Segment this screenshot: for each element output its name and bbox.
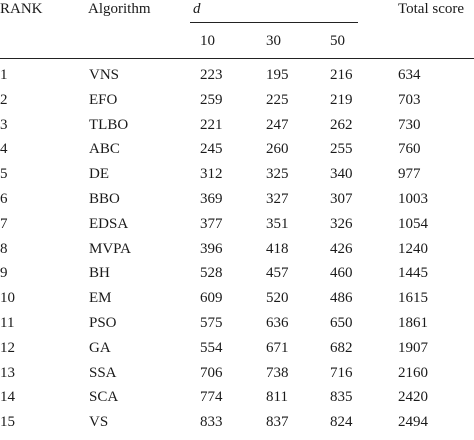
cell-total: 1445 (398, 265, 428, 281)
cell-rank: 1 (0, 67, 8, 83)
cell-d10: 312 (200, 166, 223, 182)
cell-algorithm: BH (89, 265, 110, 281)
cell-d10: 245 (200, 141, 223, 157)
cell-algorithm: MVPA (89, 241, 131, 257)
cell-d30: 671 (266, 340, 289, 356)
cell-d30: 837 (266, 414, 289, 430)
cell-algorithm: EM (89, 290, 112, 306)
cell-d50: 824 (330, 414, 353, 430)
cell-total: 730 (398, 117, 421, 133)
cell-algorithm: EFO (89, 92, 118, 108)
cell-rank: 14 (0, 389, 15, 405)
cell-d10: 774 (200, 389, 223, 405)
cell-rank: 6 (0, 191, 8, 207)
cell-rank: 5 (0, 166, 8, 182)
cell-total: 2160 (398, 365, 428, 381)
cell-total: 2420 (398, 389, 428, 405)
cell-d30: 418 (266, 241, 289, 257)
cell-total: 1615 (398, 290, 428, 306)
header-d-30: 30 (266, 33, 281, 49)
cell-d30: 225 (266, 92, 289, 108)
cell-d50: 262 (330, 117, 353, 133)
cell-algorithm: VNS (89, 67, 120, 83)
cell-d10: 259 (200, 92, 223, 108)
cell-algorithm: EDSA (89, 216, 129, 232)
cell-d50: 219 (330, 92, 353, 108)
cell-algorithm: PSO (89, 315, 117, 331)
cell-d30: 351 (266, 216, 289, 232)
cell-algorithm: VS (89, 414, 109, 430)
cell-d50: 340 (330, 166, 353, 182)
cell-rank: 12 (0, 340, 15, 356)
header-d-10: 10 (200, 33, 215, 49)
header-d-50: 50 (330, 33, 345, 49)
cell-algorithm: DE (89, 166, 109, 182)
cell-d10: 377 (200, 216, 223, 232)
cell-algorithm: TLBO (89, 117, 129, 133)
cell-algorithm: SSA (89, 365, 117, 381)
cell-algorithm: GA (89, 340, 111, 356)
cell-rank: 10 (0, 290, 15, 306)
cell-rank: 3 (0, 117, 8, 133)
cell-algorithm: ABC (89, 141, 120, 157)
cell-d30: 811 (266, 389, 288, 405)
cell-total: 1907 (398, 340, 428, 356)
cell-d10: 528 (200, 265, 223, 281)
cell-algorithm: BBO (89, 191, 120, 207)
cell-d10: 223 (200, 67, 223, 83)
cell-d30: 325 (266, 166, 289, 182)
cell-d50: 650 (330, 315, 353, 331)
header-total-score: Total score (398, 1, 465, 17)
cell-total: 1054 (398, 216, 428, 232)
cell-rank: 15 (0, 414, 15, 430)
cell-d10: 396 (200, 241, 223, 257)
cell-d10: 706 (200, 365, 223, 381)
cell-d10: 575 (200, 315, 223, 331)
cell-d50: 716 (330, 365, 353, 381)
cell-total: 2494 (398, 414, 428, 430)
header-rank: RANK (0, 1, 43, 17)
cell-d50: 216 (330, 67, 353, 83)
cell-d30: 738 (266, 365, 289, 381)
cell-d30: 636 (266, 315, 289, 331)
cell-d30: 327 (266, 191, 289, 207)
cell-d50: 426 (330, 241, 353, 257)
cell-algorithm: SCA (89, 389, 119, 405)
cell-d50: 460 (330, 265, 353, 281)
cell-d50: 326 (330, 216, 353, 232)
cell-rank: 11 (0, 315, 15, 331)
cell-d10: 554 (200, 340, 223, 356)
cell-d50: 835 (330, 389, 353, 405)
cell-total: 977 (398, 166, 421, 182)
cell-d50: 307 (330, 191, 353, 207)
cell-d10: 833 (200, 414, 223, 430)
cell-d50: 255 (330, 141, 353, 157)
cell-d30: 260 (266, 141, 289, 157)
cell-d30: 457 (266, 265, 289, 281)
cell-total: 1240 (398, 241, 428, 257)
cell-rank: 4 (0, 141, 8, 157)
cell-rank: 2 (0, 92, 8, 108)
cell-total: 760 (398, 141, 421, 157)
cell-rank: 7 (0, 216, 8, 232)
cell-d50: 682 (330, 340, 353, 356)
cell-rank: 9 (0, 265, 8, 281)
cell-d30: 247 (266, 117, 289, 133)
header-dimension: d (193, 1, 201, 17)
cell-d30: 520 (266, 290, 289, 306)
header-algorithm: Algorithm (88, 1, 151, 17)
cell-d10: 609 (200, 290, 223, 306)
cell-d30: 195 (266, 67, 289, 83)
cell-d50: 486 (330, 290, 353, 306)
cell-total: 1861 (398, 315, 428, 331)
cell-total: 634 (398, 67, 421, 83)
cell-d10: 369 (200, 191, 223, 207)
cell-rank: 13 (0, 365, 15, 381)
cell-total: 1003 (398, 191, 428, 207)
cell-d10: 221 (200, 117, 223, 133)
cell-total: 703 (398, 92, 421, 108)
cell-rank: 8 (0, 241, 8, 257)
